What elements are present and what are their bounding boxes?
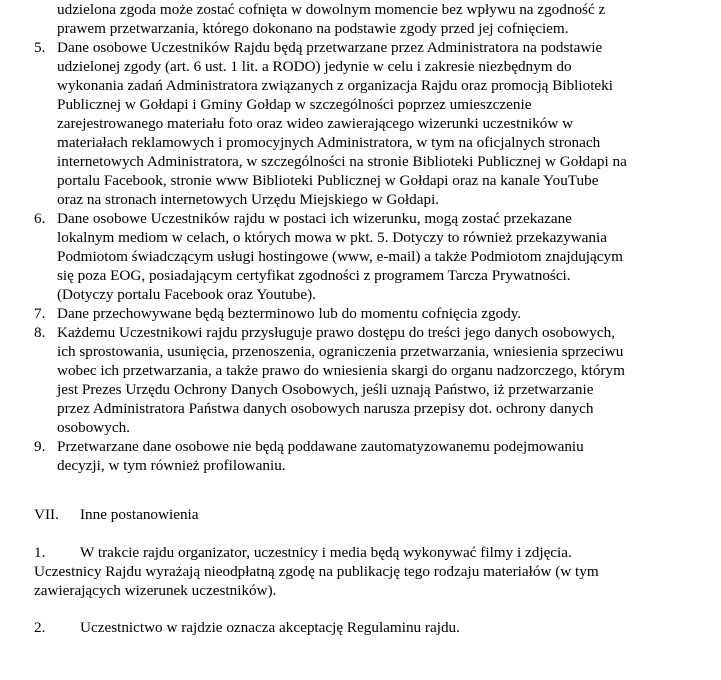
list-item-number: 6. <box>34 210 46 227</box>
list-item-line: Dane przechowywane będą bezterminowo lub do momentu cofnięcia zgody. <box>57 305 522 322</box>
continuation-line: prawem przetwarzania, którego dokonano na podstawie zgody przed jej cofnięciem. <box>57 20 569 37</box>
list-item-line: się poza EOG, posiadającym certyfikat zgodności z programem Tarcza Prywatności. <box>57 267 571 284</box>
list-item-line: udzielonej zgody (art. 6 ust. 1 lit. a RODO) jedynie w celu i zakresie niezbędnym do <box>57 58 572 75</box>
section-number: VII. <box>34 506 59 523</box>
list-item-line: jest Prezes Urzędu Ochrony Danych Osobowych, jeśli uznają Państwo, iż przetwarzanie <box>57 381 594 398</box>
list-item-line: wykonania zadań Administratora związanych z organizacja Rajdu oraz promocją Biblioteki <box>57 77 613 94</box>
list-item-number: 7. <box>34 305 46 322</box>
list-item-line: Dane osobowe Uczestników rajdu w postaci ich wizerunku, mogą zostać przekazane <box>57 210 572 227</box>
list-item-line: Dane osobowe Uczestników Rajdu będą przetwarzane przez Administratora na podstawie <box>57 39 603 56</box>
list-item-line: internetowych Administratora, w szczególności na stronie Biblioteki Publicznej w Gołdapi na <box>57 153 627 170</box>
section-title: Inne postanowienia <box>80 506 199 523</box>
list-item-line: (Dotyczy portalu Facebook oraz Youtube). <box>57 286 316 303</box>
list-item-line: przez Administratora Państwa danych osobowych narusza przepisy dot. ochrony danych <box>57 400 594 417</box>
list-item-line: decyzji, w tym również profilowaniu. <box>57 457 286 474</box>
continuation-line: udzielona zgoda może zostać cofnięta w dowolnym momencie bez wpływu na zgodność z <box>57 1 606 18</box>
list-item-line: osobowych. <box>57 419 130 436</box>
list-item-line: Publicznej w Gołdapi i Gminy Gołdap w szczególności poprzez umieszczenie <box>57 96 532 113</box>
list-item-line: zarejestrowanego materiału foto oraz wideo zawierającego wizerunki uczestników w <box>57 115 574 132</box>
list-item-line: materiałach reklamowych i promocyjnych Administratora, w tym na oficjalnych stronach <box>57 134 601 151</box>
list-item-line: portalu Facebook, stronie www Biblioteki Publicznej w Gołdapi oraz na kanale YouTube <box>57 172 599 189</box>
list-item-line: oraz na stronach internetowych Urzędu Miejskiego w Gołdapi. <box>57 191 440 208</box>
section-item-line: zawierających wizerunek uczestników). <box>34 582 277 599</box>
list-item-line: Każdemu Uczestnikowi rajdu przysługuje prawo dostępu do treści jego danych osobowych, <box>57 324 615 341</box>
list-item-line: Przetwarzane dane osobowe nie będą poddawane zautomatyzowanemu podejmowaniu <box>57 438 584 455</box>
list-item-line: lokalnym mediom w celach, o których mowa w pkt. 5. Dotyczy to również przekazywania <box>57 229 607 246</box>
list-item-line: wobec ich przetwarzania, a także prawo do wniesienia skargi do organu nadzorczego, którym <box>57 362 625 379</box>
list-item-number: 9. <box>34 438 46 455</box>
list-item-number: 5. <box>34 39 46 56</box>
list-item-number: 8. <box>34 324 46 341</box>
section-item-line: W trakcie rajdu organizator, uczestnicy i media będą wykonywać filmy i zdjęcia. <box>80 544 572 561</box>
section-item-line: Uczestnictwo w rajdzie oznacza akceptację Regulaminu rajdu. <box>80 619 460 636</box>
section-item-number: 2. <box>34 619 46 636</box>
section-item-line: Uczestnicy Rajdu wyrażają nieodpłatną zgodę na publikację tego rodzaju materiałów (w tym <box>34 563 599 580</box>
section-item-number: 1. <box>34 544 46 561</box>
list-item-line: ich sprostowania, usunięcia, przenoszenia, ograniczenia przetwarzania, wniesienia sprzeciwu <box>57 343 624 360</box>
list-item-line: Podmiotom świadczącym usługi hostingowe (www, e-mail) a także Podmiotom znajdującym <box>57 248 623 265</box>
